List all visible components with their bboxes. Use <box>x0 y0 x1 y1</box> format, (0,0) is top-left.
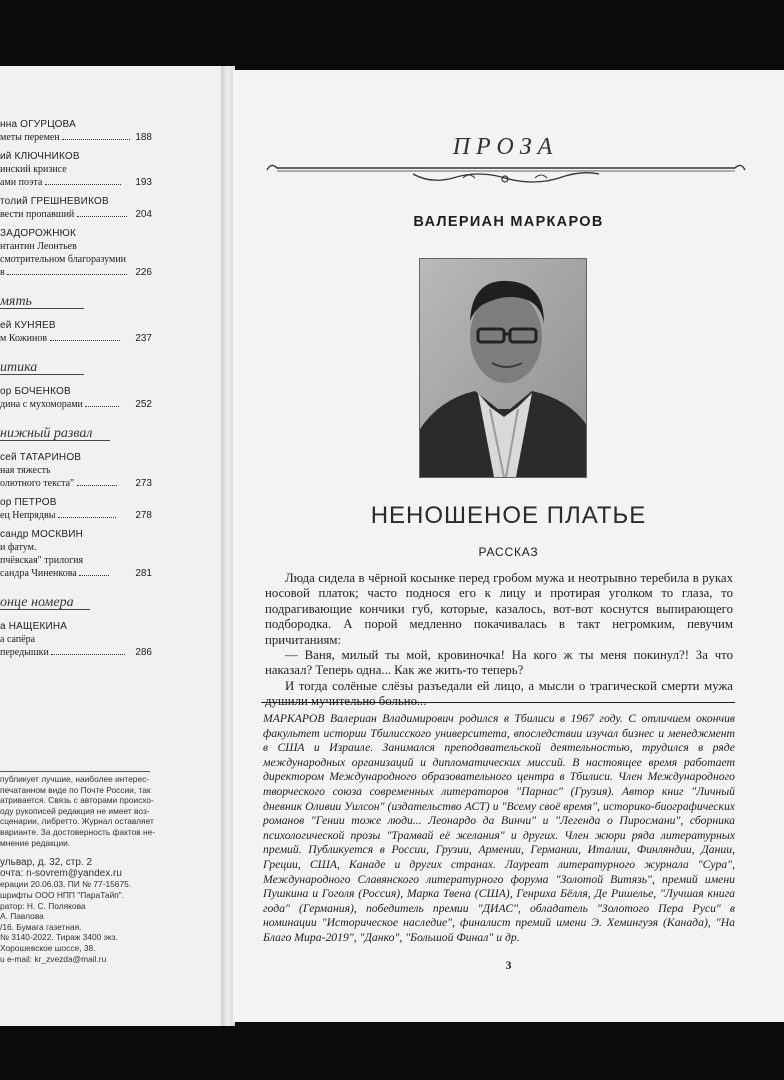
toc-title-line: ами поэта <box>0 176 224 189</box>
imprint-line: Хорошевское шоссе, 38. <box>0 942 96 953</box>
toc-author: толий ГРЕШНЕВИКОВ <box>0 196 109 207</box>
toc-entry[interactable] <box>0 150 224 189</box>
imprint-line: А. Павлова <box>0 911 44 922</box>
toc-entry[interactable] <box>0 451 224 490</box>
toc-page-number: 226 <box>135 267 152 278</box>
toc-page-number: 204 <box>135 209 152 220</box>
toc-page-number: 188 <box>135 132 152 143</box>
article-author: ВАЛЕРИАН МАРКАРОВ <box>413 214 604 230</box>
story-title: НЕНОШЕНОЕ ПЛАТЬЕ <box>370 502 647 529</box>
toc-title-line: ная тяжесть <box>0 465 51 476</box>
toc-title-line: сандра Чиненкова <box>0 567 224 580</box>
imprint-line: шрифты ООО НПП "ПараТайп". <box>0 889 125 900</box>
toc-title-line: олютного текста" <box>0 477 224 490</box>
imprint-line: варианте. За достоверность фактов не- <box>0 826 156 837</box>
imprint-email-line[interactable]: очта: n-sovrem@yandex.ru <box>0 868 122 879</box>
story-genre: РАССКАЗ <box>478 545 539 559</box>
story-paragraph: — Ваня, милый ты мой, кровиночка! На кого ж ты меня покинул?! За что наказал? Теперь одна... Как же жить-то теперь? <box>265 648 733 678</box>
toc-title-line: м Кожинов <box>0 332 224 345</box>
toc-title-line: в <box>0 266 224 279</box>
author-portrait-icon <box>420 259 586 477</box>
toc-author: ор БОЧЕНКОВ <box>0 386 71 397</box>
imprint-line: № 3140-2022. Тираж 3400 экз. <box>0 932 118 943</box>
toc-entry[interactable] <box>0 496 224 522</box>
author-bio <box>263 712 735 946</box>
page-number: 3 <box>505 958 512 972</box>
toc-page-number: 252 <box>135 399 152 410</box>
toc-title-line: а сапёра <box>0 634 36 645</box>
imprint-line: печатанном виде по Почте России, так <box>0 784 151 795</box>
imprint-email-line[interactable]: u e-mail: kr_zvezda@mail.ru <box>0 953 107 964</box>
toc-title-line: передышки <box>0 646 224 659</box>
toc-page-number: 286 <box>135 647 152 658</box>
toc-title-line: ец Непрядвы <box>0 509 224 522</box>
toc-title-line: смотрительном благоразумии <box>0 254 127 265</box>
toc-author: ЗАДОРОЖНЮК <box>0 228 76 239</box>
imprint-line: ульвар, д. 32, стр. 2 <box>0 858 93 869</box>
imprint-line: сценарии, либретто. Журнал оставляет <box>0 816 154 827</box>
story-paragraph: И тогда солёные слёзы разъедали ей лицо, а мысли о трагической смерти мужа душили мучительно больно... <box>265 678 733 709</box>
toc-entry[interactable] <box>0 118 224 144</box>
story-excerpt <box>265 571 733 710</box>
toc-section-heading: нижный развал <box>0 427 110 441</box>
table-of-contents <box>0 118 224 665</box>
bio-divider <box>261 702 735 703</box>
toc-title-line: и фатум. <box>0 542 37 553</box>
imprint-block <box>0 771 222 964</box>
toc-page-number: 237 <box>135 333 152 344</box>
imprint-line: оду рукописей редакция не имеет воз- <box>0 805 150 816</box>
toc-title-line: инский кризисе <box>0 164 67 175</box>
toc-author: ей КУНЯЕВ <box>0 320 56 331</box>
toc-author: нна ОГУРЦОВА <box>0 119 76 130</box>
toc-author: сей ТАТАРИНОВ <box>0 452 82 463</box>
toc-title-line: меты перемен <box>0 131 224 144</box>
toc-entry[interactable] <box>0 195 224 221</box>
toc-title-line: дина с мухоморами <box>0 398 224 411</box>
right-page-article <box>233 70 784 1022</box>
toc-entry[interactable] <box>0 620 224 659</box>
toc-title-line: вести пропавший <box>0 208 224 221</box>
imprint-line: /16. Бумага газетная. <box>0 921 82 932</box>
toc-entry[interactable] <box>0 227 224 279</box>
imprint-line: мнение редакции. <box>0 837 71 848</box>
ornament-divider-icon <box>263 160 748 188</box>
toc-title-line: нтантин Леонтьев <box>0 241 77 252</box>
toc-page-number: 273 <box>135 478 152 489</box>
section-header <box>263 130 748 192</box>
story-paragraph: Люда сидела в чёрной косынке перед гробом мужа и неотрывно теребила в руках носовой платок; часто поднося его к лицу и протирая уголком то глаза, то подрагивающие кончики губ, которые, казалось, вот-вот коснутся выпирающего подбородка. А порой медленно покачивалась в такт негромким, певучим причитаниям: <box>265 571 733 647</box>
toc-entry[interactable] <box>0 385 224 411</box>
toc-entry[interactable] <box>0 528 224 580</box>
imprint-line: атривается. Связь с авторами происхо- <box>0 795 154 806</box>
author-bio-text: МАРКАРОВ Валериан Владимирович родился в Тбилиси в 1967 году. С отличием окончив факультет истории Тбилисского университета, впоследствии изучал бизнес и менеджмент в США и Израиле. Занимался преподавательской деятельностью, трудился в ряде международных организаций и дипломатических миссий. В настоящее время работает директором Международного образовательного центра в Тбилиси. Член Международного творческого союза современных литераторов "Парнас" (Грузия). Автор книг "Личный дневник Оливии Уилсон" (издательство АСТ) и "Всему своё время", историко-биографических романов "Гении тоже люди... Леонардо да Винчи" и "Легенда о Пиросмани", сборника психологической прозы "Трамвай её желания" и других. Член жюри ряда литературных премий. Публикуется в России, Грузии, Армении, Германии, Италии, Финляндии, Дании, Греции, США, Канаде и других странах. Лауреат литературного журнала "Сура", Международного Славянского литературного форума "Золотой Витязь", премий имени Пушкина и Гоголя (Россия), Марка Твена (США), Генриха Бёлля, Де Ришелье, "Лучшая книга года" (Германия), победитель премии "ДИАС", обладатель "Золотого Пера Руси" в номинации "Историческое наследие", финалист премий имени Э. Хемингуэя (Канада), "На Благо Мира-2019", "Данко", "Большой Финал" и др. <box>263 712 735 944</box>
left-page-contents <box>0 66 226 1026</box>
toc-section-heading: онце номера <box>0 596 90 610</box>
toc-author: ий КЛЮЧНИКОВ <box>0 151 80 162</box>
imprint-line: ратор: Н. С. Полякова <box>0 900 86 911</box>
toc-section-heading: итика <box>0 361 84 375</box>
toc-page-number: 281 <box>135 568 152 579</box>
toc-page-number: 193 <box>135 177 152 188</box>
toc-entry[interactable] <box>0 319 224 345</box>
imprint-rule <box>0 771 150 772</box>
imprint-line: публикует лучшие, наиболее интерес- <box>0 774 150 784</box>
imprint-line: ерации 20.06.03. ПИ № 77-15675. <box>0 879 132 890</box>
toc-page-number: 278 <box>135 510 152 521</box>
toc-author: сандр МОСКВИН <box>0 529 84 540</box>
section-title: ПРОЗА <box>452 134 559 160</box>
toc-section-heading: мять <box>0 295 84 309</box>
toc-title-line: пчёвская" трилогия <box>0 555 84 566</box>
toc-author: а НАЩЕКИНА <box>0 621 68 632</box>
author-photo <box>419 258 587 478</box>
toc-author: ор ПЕТРОВ <box>0 497 57 508</box>
